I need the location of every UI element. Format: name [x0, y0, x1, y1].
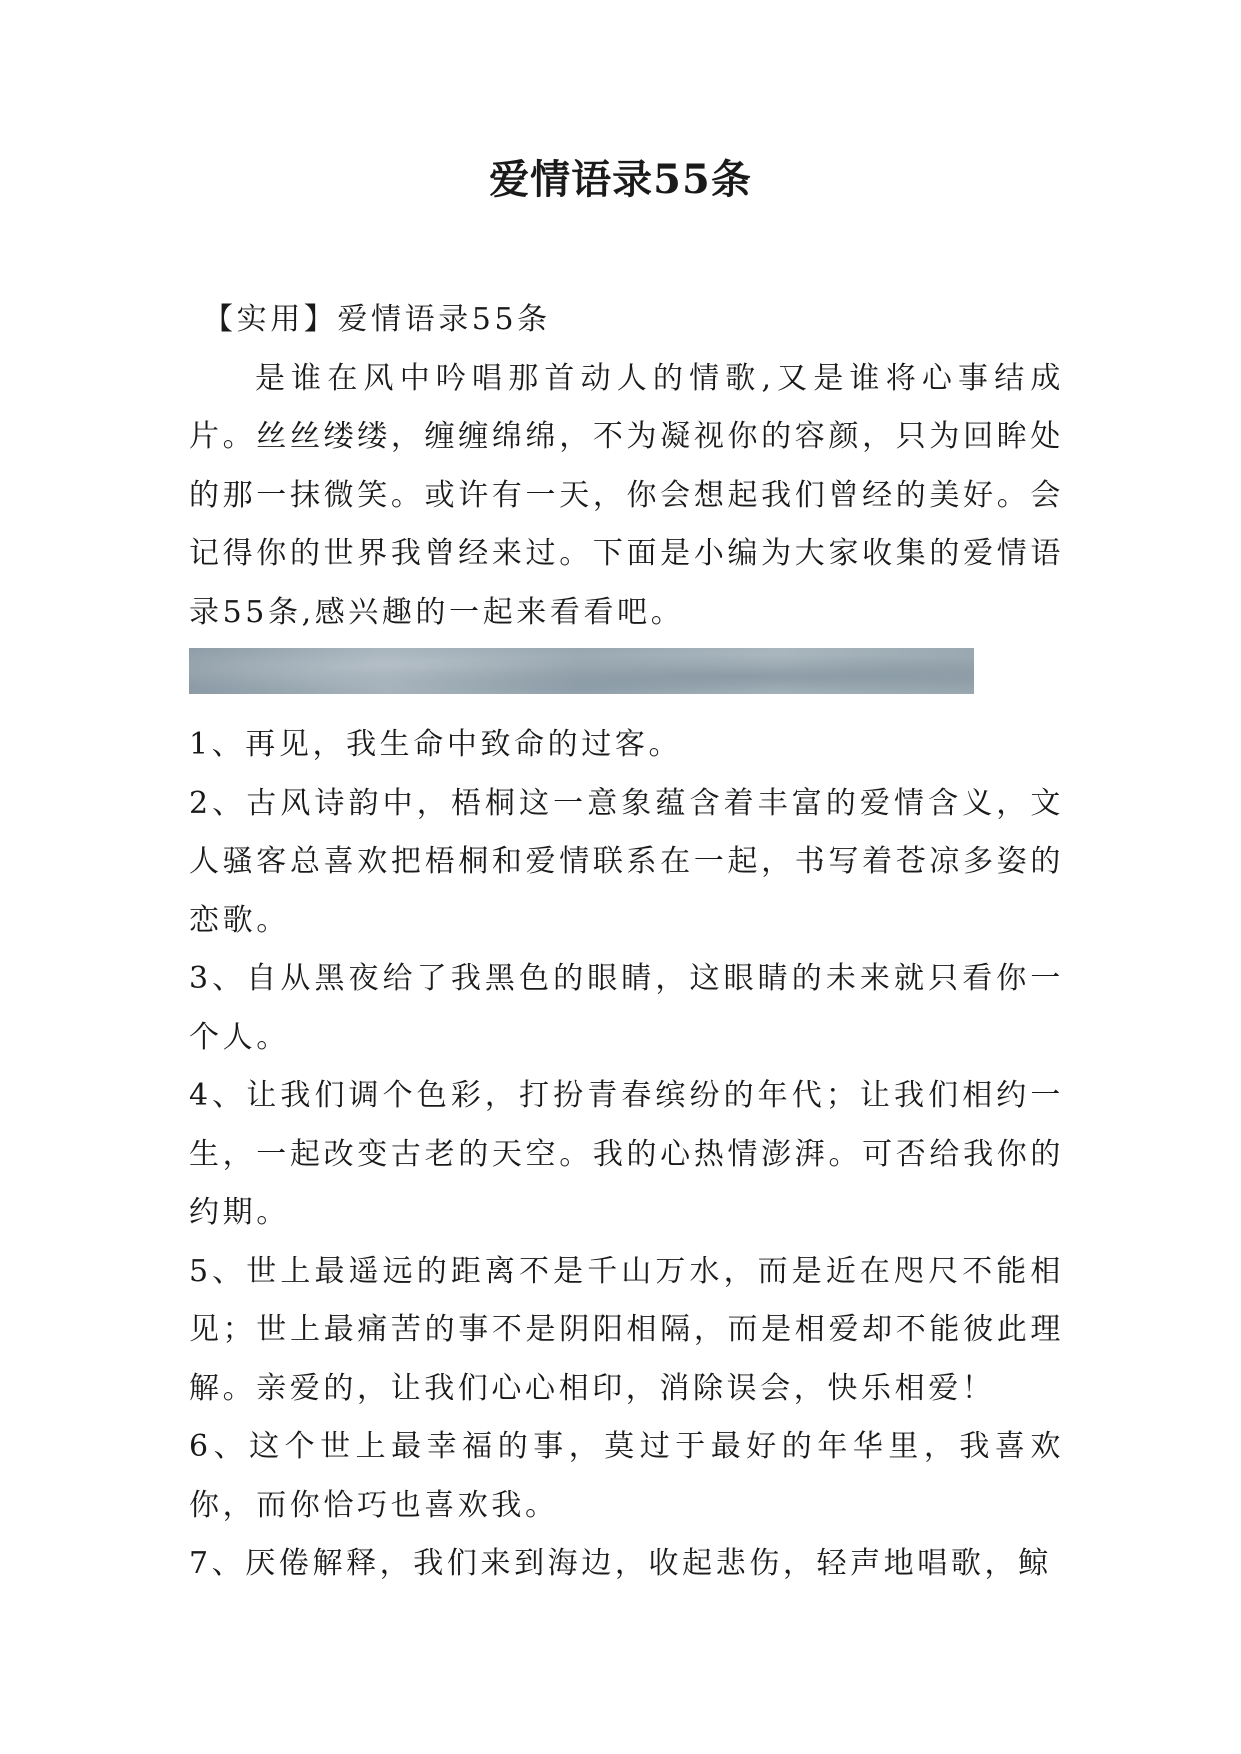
quote-item: 4、让我们调个色彩，打扮青春缤纷的年代；让我们相约一生，一起改变古老的天空。我的心热情澎湃。可否给我你的约期。	[189, 1078, 1064, 1230]
quote-item: 5、世上最遥远的距离不是千山万水，而是近在咫尺不能相见；世上最痛苦的事不是阴阳相隔，而是相爱却不能彼此理解。亲爱的，让我们心心相印，消除误会，快乐相爱！	[189, 1253, 1064, 1406]
quote-item: 6、这个世上最幸福的事，莫过于最好的年华里，我喜欢你，而你恰巧也喜欢我。	[189, 1429, 1064, 1523]
quote-item: 7、厌倦解释，我们来到海边，收起悲伤，轻声地唱歌，鲸	[189, 1546, 1052, 1581]
banner-image	[189, 648, 974, 694]
quote-item: 1、再见，我生命中致命的过客。	[189, 727, 683, 762]
quote-item: 2、古风诗韵中，梧桐这一意象蕴含着丰富的爱情含义，文人骚客总喜欢把梧桐和爱情联系在一起，书写着苍凉多姿的恋歌。	[189, 785, 1064, 938]
document-body	[189, 291, 1064, 1594]
quote-item: 3、自从黑夜给了我黑色的眼睛，这眼睛的未来就只看你一个人。	[189, 961, 1064, 1055]
page-title: 爱情语录55条	[489, 156, 752, 203]
intro-paragraph: 是谁在风中吟唱那首动人的情歌,又是谁将心事结成片。丝丝缕缕，缠缠绵绵，不为凝视你的容颜，只为回眸处的那一抹微笑。或许有一天，你会想起我们曾经的美好。会记得你的世界我曾经来过。下面是小编为大家收集的爱情语录55条,感兴趣的一起来看看吧。	[189, 360, 1064, 630]
subtitle: 【实用】爱情语录55条	[203, 302, 551, 337]
